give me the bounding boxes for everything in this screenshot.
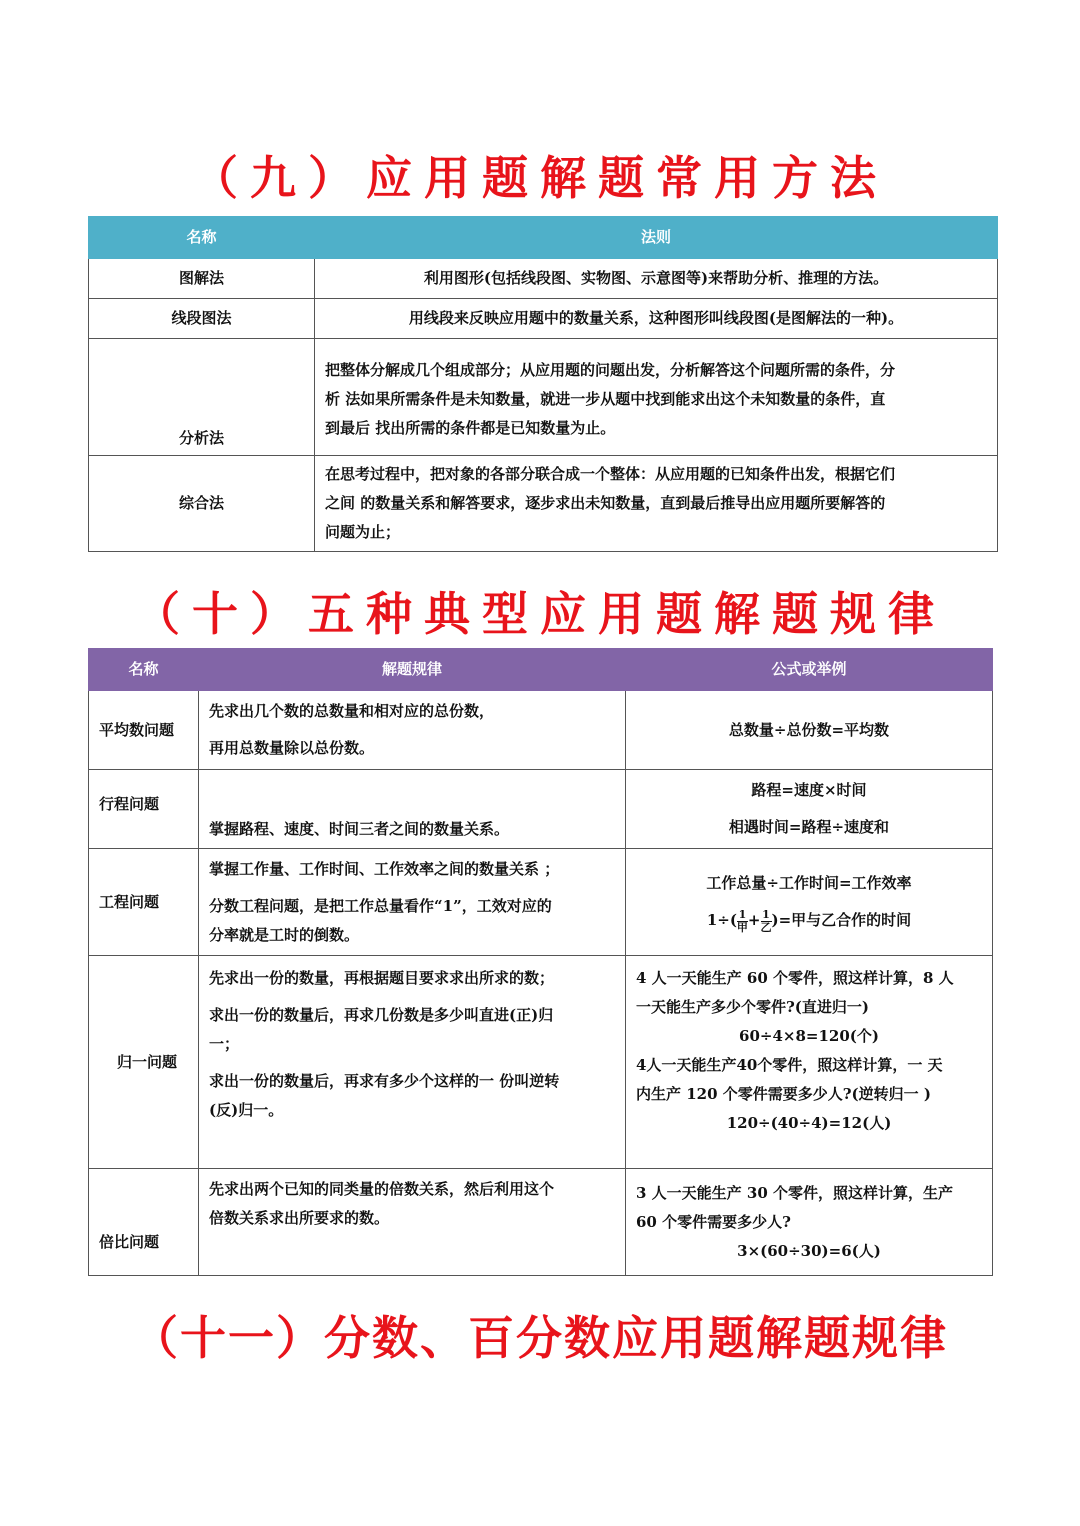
row-rule xyxy=(199,849,626,956)
rule-line: 求出一份的数量后，再求有多少个这样的一 份叫逆转 xyxy=(209,1072,560,1090)
row-name: 行程问题 xyxy=(89,770,199,849)
row-name: 综合法 xyxy=(89,456,315,552)
row-name: 线段图法 xyxy=(89,299,315,339)
row-rule xyxy=(199,691,626,770)
rule-line: (反)归一。 xyxy=(209,1101,284,1119)
rule-line: 倍数关系求出所要求的数。 xyxy=(209,1209,390,1227)
formula-line: 3×(60÷30)=6(人) xyxy=(737,1241,881,1260)
row-name: 倍比问题 xyxy=(89,1169,199,1276)
table-row xyxy=(89,1169,993,1276)
header-name: 名称 xyxy=(89,649,199,691)
table-row xyxy=(89,849,993,956)
table-row xyxy=(89,456,998,552)
row-name: 图解法 xyxy=(89,259,315,299)
methods-table xyxy=(88,216,998,552)
rule-line: 之间 的数量关系和解答要求，逐步求出未知数量，直到最后推导出应用题所要解答的 xyxy=(325,494,886,512)
table-row xyxy=(89,691,993,770)
section-11-title: （十一）分数、百分数应用题解题规律 xyxy=(132,1311,948,1365)
header-rule: 法则 xyxy=(315,217,998,259)
rule-line: 分率就是工时的倒数。 xyxy=(209,925,360,944)
formula-line: 路程=速度×时间 xyxy=(751,781,867,799)
formula-line: 工作总量÷工作时间=工作效率 xyxy=(706,874,912,892)
row-formula xyxy=(626,1169,993,1276)
formula-line: 内生产 120 个零件需要多少人?(逆转归一 ) xyxy=(636,1085,931,1103)
row-rule: 利用图形(包括线段图、实物图、示意图等)来帮助分析、推理的方法。 xyxy=(315,259,998,299)
row-formula xyxy=(626,849,993,956)
section-9-title: （九）应用题解题常用方法 xyxy=(192,151,888,205)
rule-line: 先求出一份的数量，再根据题目要求求出所求的数； xyxy=(209,969,555,987)
formula-line: 4 人一天能生产 60 个零件，照这样计算，8 人 xyxy=(636,969,954,987)
row-name: 平均数问题 xyxy=(89,691,199,770)
rule-line: 一； xyxy=(209,1035,240,1053)
formula-line: 60÷4×8=120(个) xyxy=(739,1027,879,1045)
formula-line: 60 个零件需要多少人? xyxy=(636,1212,791,1231)
header-name: 名称 xyxy=(89,217,315,259)
row-rule xyxy=(199,1169,626,1276)
rule-line: 析 法如果所需条件是未知数量，就进一步从题中找到能求出这个未知数量的条件，直 xyxy=(325,389,886,408)
rule-line: 在思考过程中，把对象的各部分联合成一个整体：从应用题的已知条件出发，根据它们 xyxy=(325,465,896,483)
header-formula: 公式或举例 xyxy=(626,649,993,691)
formula-line: 一天能生产多少个零件?(直进归一) xyxy=(636,998,869,1016)
formula-line: 4人一天能生产40个零件，照这样计算，一 天 xyxy=(636,1056,943,1074)
row-name: 分析法 xyxy=(89,339,315,456)
table-row xyxy=(89,299,998,339)
table-row xyxy=(89,770,993,849)
table-header-row xyxy=(89,217,998,259)
row-formula xyxy=(626,770,993,849)
formula-line: 相遇时间=路程÷速度和 xyxy=(728,818,890,836)
row-rule: 掌握路程、速度、时间三者之间的数量关系。 xyxy=(199,770,626,849)
rule-line: 先求出两个已知的同类量的倍数关系，然后利用这个 xyxy=(209,1180,555,1198)
formula-line: 3 人一天能生产 30 个零件，照这样计算，生产 xyxy=(636,1183,953,1202)
table-header-row xyxy=(89,649,993,691)
rule-line: 先求出几个数的总数量和相对应的总份数， xyxy=(209,702,495,720)
fraction-formula: 1÷( $\frac{1}{\text{甲}}$ + $\frac{1}{\text{乙}}$ )=甲与乙合作的时间 xyxy=(706,907,912,934)
row-formula xyxy=(626,956,993,1169)
rule-line: 把整体分解成几个组成部分；从应用题的问题出发，分析解答这个问题所需的条件，分 xyxy=(325,360,896,379)
header-rule: 解题规律 xyxy=(199,649,626,691)
typical-problems-table xyxy=(88,648,993,1276)
formula-line: 120÷(40÷4)=12(人) xyxy=(726,1114,892,1132)
rule-line: 再用总数量除以总份数。 xyxy=(209,739,375,757)
rule-line: 求出一份的数量后，再求几份数是多少叫直进(正)归 xyxy=(209,1006,554,1024)
table-row xyxy=(89,339,998,456)
row-rule xyxy=(199,956,626,1169)
row-name: 归一问题 xyxy=(89,956,199,1169)
row-rule xyxy=(315,456,998,552)
table-row xyxy=(89,956,993,1169)
rule-line: 掌握工作量、工作时间、工作效率之间的数量关系 ； xyxy=(209,859,560,878)
rule-line: 到最后 找出所需的条件都是已知数量为止。 xyxy=(325,418,616,437)
rule-line: 分数工程问题，是把工作总量看作“1”，工效对应的 xyxy=(209,896,552,915)
row-rule: 用线段来反映应用题中的数量关系，这种图形叫线段图(是图解法的一种)。 xyxy=(315,299,998,339)
table-row xyxy=(89,259,998,299)
row-name: 工程问题 xyxy=(89,849,199,956)
row-rule xyxy=(315,339,998,456)
section-10-title: （十）五种典型应用题解题规律 xyxy=(134,587,946,641)
row-formula: 总数量÷总份数=平均数 xyxy=(626,691,993,770)
rule-line: 问题为止； xyxy=(325,523,401,541)
